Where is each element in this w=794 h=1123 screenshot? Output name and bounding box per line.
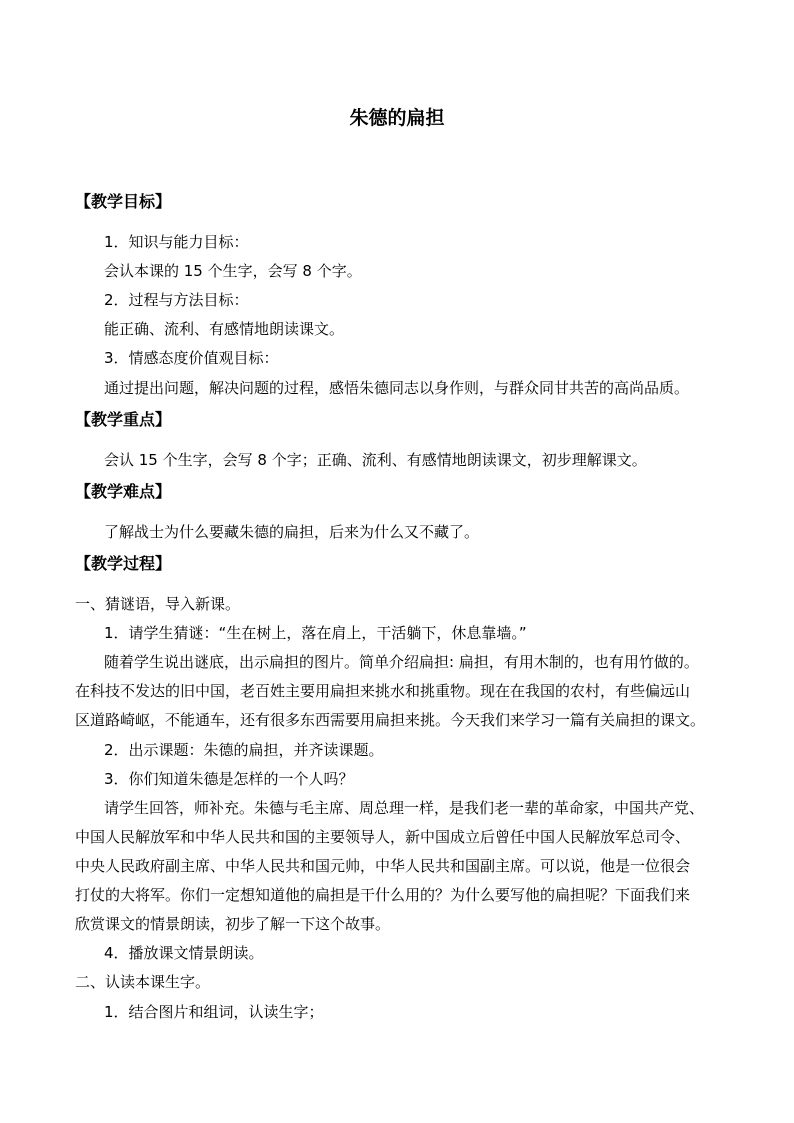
paragraph-line: 欣赏课文的情景朗读，初步了解一下这个故事。	[75, 915, 391, 933]
paragraph-line: 1．请学生猜谜：“生在树上，落在肩上，干活躺下，休息靠墙。”	[104, 624, 527, 642]
paragraph-line: 1．知识与能力目标：	[104, 233, 249, 251]
paragraph-line: 2．出示课题：朱德的扁担，并齐读课题。	[104, 741, 384, 759]
section-heading-key-points: 【教学重点】	[75, 410, 172, 429]
paragraph-line: 能正确、流利、有感情地朗读课文。	[104, 320, 345, 338]
paragraph-line: 3．情感态度价值观目标：	[104, 349, 279, 367]
paragraph-line: 会认本课的 15 个生字，会写 8 个字。	[104, 262, 362, 280]
section-heading-objectives: 【教学目标】	[75, 192, 172, 211]
paragraph-line: 1．结合图片和组词，认读生字；	[104, 1003, 324, 1021]
paragraph-line: 中央人民政府副主席、中华人民共和国元帅，中华人民共和国副主席。可以说，他是一位很会	[75, 857, 691, 875]
paragraph-line: 了解战士为什么要藏朱德的扁担，后来为什么又不藏了。	[104, 523, 480, 541]
paragraph-line: 区道路崎岖，不能通车，还有很多东西需要用扁担来挑。今天我们来学习一篇有关扁担的课文。	[75, 711, 706, 729]
paragraph-line: 随着学生说出谜底，出示扁担的图片。简单介绍扁担: 扁担，有用木制的，也有用竹做的。	[104, 653, 699, 671]
paragraph-line: 2．过程与方法目标：	[104, 291, 249, 309]
section-heading-process: 【教学过程】	[75, 554, 172, 573]
paragraph-line: 一、猜谜语，导入新课。	[75, 595, 241, 613]
paragraph-line: 通过提出问题，解决问题的过程，感悟朱德同志以身作则，与群众同甘共苦的高尚品质。	[104, 379, 690, 397]
paragraph-line: 请学生回答，师补充。朱德与毛主席、周总理一样，是我们老一辈的革命家，中国共产党、	[104, 799, 705, 817]
paragraph-line: 4．播放课文情景朗读。	[104, 944, 264, 962]
paragraph-line: 打仗的大将军。你们一定想知道他的扁担是干什么用的？为什么要写他的扁担呢？下面我们来	[75, 886, 691, 904]
paragraph-line: 会认 15 个生字，会写 8 个字；正确、流利、有感情地朗读课文，初步理解课文。	[104, 451, 647, 469]
section-heading-difficulties: 【教学难点】	[75, 482, 172, 501]
paragraph-line: 中国人民解放军和中华人民共和国的主要领导人，新中国成立后曾任中国人民解放军总司令、	[75, 828, 691, 846]
paragraph-line: 3．你们知道朱德是怎样的一个人吗？	[104, 770, 354, 788]
paragraph-line: 在科技不发达的旧中国，老百姓主要用扁担来挑水和挑重物。现在在我国的农村，有些偏远山	[75, 682, 691, 700]
document-title: 朱德的扁担	[349, 107, 445, 129]
paragraph-line: 二、认读本课生字。	[75, 973, 211, 991]
